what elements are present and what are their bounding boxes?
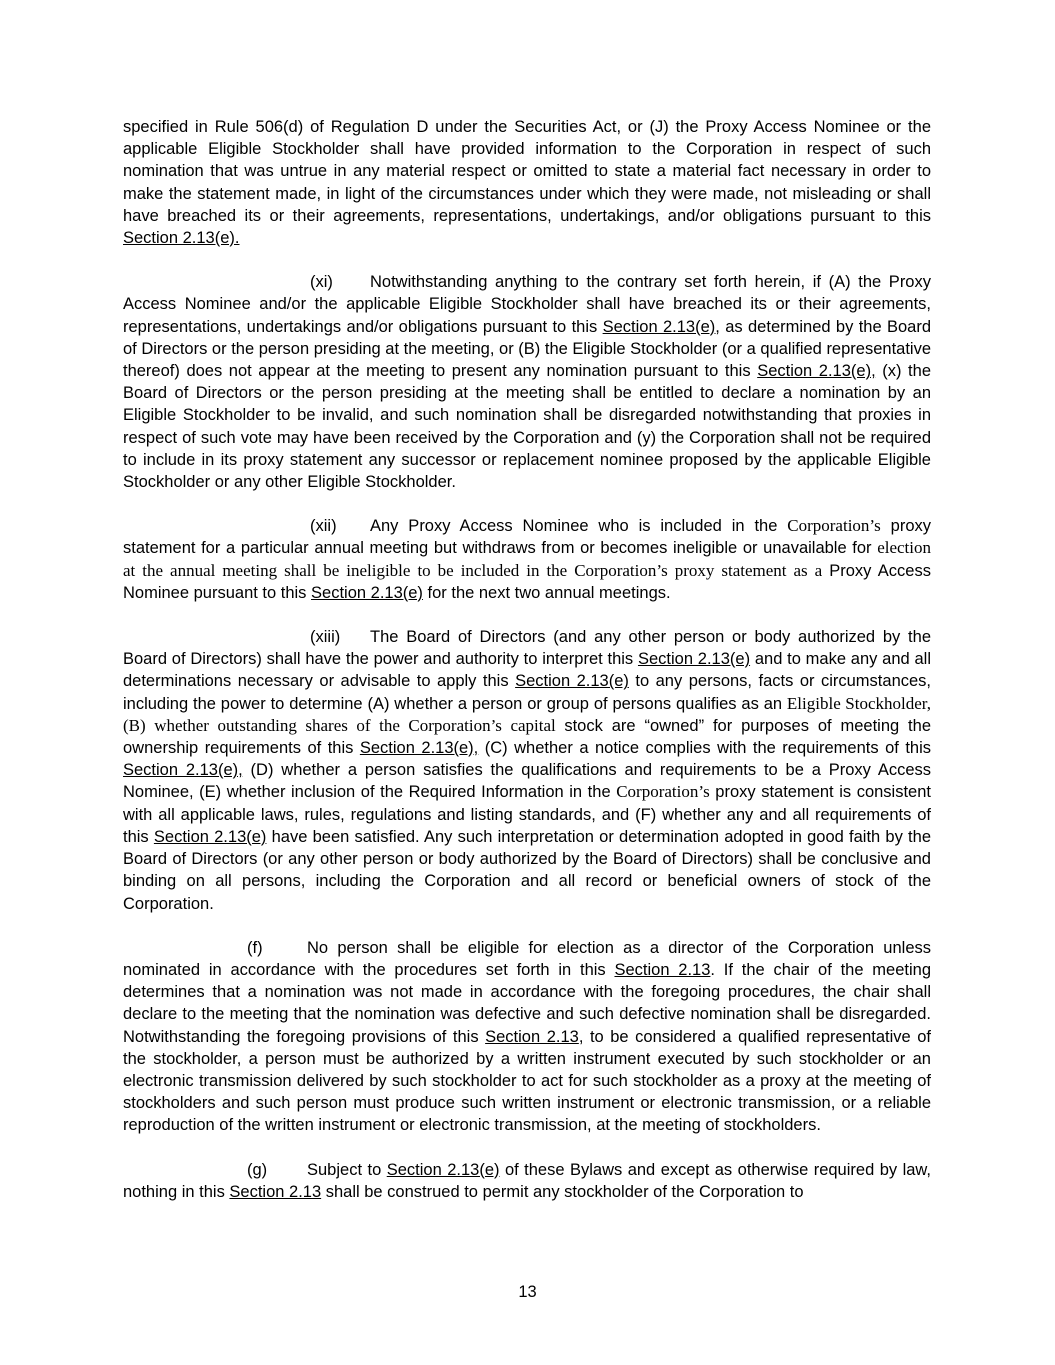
paragraph-label: (xiii)	[310, 628, 341, 647]
text-run: as determined by the Board of Directors or the person presiding at the meeting, or (B) the Eligible Stockholder (or a qualified representative thereof) does not appear at the meeting to present any nomination pursuant to this	[123, 317, 932, 381]
text-run: Corporation’s	[616, 782, 710, 802]
text-run: election at the annual meeting shall be ineligible to be included in the Corporation’s proxy statement as a	[123, 538, 931, 580]
text-run: shall be construed to permit any stockholder of the Corporation to	[321, 1182, 804, 1201]
section-reference: Section 2.13(e),	[123, 761, 243, 780]
text-run: have been satisfied. Any such interpretation or determination adopted in good faith by the Board of Directors (or any other person or body authorized by the Board of Directors) shall be conclusive and binding on all persons, including the Corporation and all record or beneficial owners of stock of the Corporation.	[123, 827, 931, 913]
text-run: stock are “owned” for purposes of meeting the ownership requirements of this	[123, 716, 931, 758]
section-reference: Section 2.13	[485, 1027, 579, 1046]
section-reference: Section 2.13(e)	[515, 672, 629, 691]
paragraph-xi	[123, 271, 931, 493]
text-run: proxy statement for a particular annual meeting but withdraws from or becomes ineligible or unavailable for	[123, 517, 931, 558]
text-run: for the next two annual meetings.	[422, 583, 671, 602]
paragraph-label: (xii)	[310, 517, 337, 536]
text-run: Notwithstanding anything to the contrary set forth herein, if (A) the Proxy Access Nominee and/or the applicable Eligible Stockholder shall have breached its or their agreements, representations, undertakings and/or obligations pursuant to this	[123, 273, 931, 336]
section-reference: Section 2.13	[229, 1182, 322, 1201]
text-run: Proxy Access Nominee pursuant to this	[123, 561, 931, 602]
text-run: No person shall be eligible for election as a director of the Corporation unless nominated in accordance with the procedures set forth in this	[123, 938, 931, 979]
paragraph-label: (f)	[247, 938, 263, 957]
text-run: Any Proxy Access Nominee who is included in the	[370, 517, 788, 536]
paragraph-xii	[123, 515, 931, 604]
section-reference: Section 2.13(e),	[602, 317, 720, 336]
paragraph-xiii	[123, 626, 931, 915]
text-run: (x) the Board of Directors or the person presiding at the meeting shall be entitled to declare a nomination by an Eligible Stockholder to be invalid, and such nomination shall be disregarded notwithstanding that proxies in respect of such vote may have been received by the Corporation and (y) the Corporation shall not be required to include in its proxy statement any successor or replacement nominee proposed by the applicable Eligible Stockholder or any other Eligible Stockholder.	[123, 362, 931, 492]
text-run: (C) whether a notice complies with the requirements of this	[478, 739, 932, 758]
text-run: , to be considered a qualified representative of the stockholder, a person must be authorized by a written instrument executed by such stockholder or an electronic transmission delivered by such stockholder to act for such stockholder as a proxy at the meeting of stockholders and such person must produce such written instrument or electronic transmission, or a reliable reproduction of the written instrument or electronic transmission, at the meeting of stockholders.	[123, 1027, 932, 1135]
section-reference: Section 2.13(e),	[359, 739, 479, 758]
section-reference: Section 2.13(e)	[311, 583, 423, 602]
paragraph-f	[123, 937, 931, 1137]
section-reference: Section 2.13(e)	[153, 827, 267, 846]
text-run: to any persons, facts or circumstances, including the power to determine (A) whether a person or group of persons qualifies as an	[123, 672, 932, 713]
text-run: proxy statement is consistent with all applicable laws, rules, regulations and listing standards, and (F) whether any and all requirements of this	[123, 783, 931, 846]
paragraph-label: (g)	[247, 1160, 268, 1179]
paragraph-continuation	[123, 116, 931, 249]
text-run: . If the chair of the meeting determines that a nomination was not made in accordance with the foregoing procedures, the chair shall declare to the meeting that the nomination was defective and such defective nomination shall be disregarded. Notwithstanding the foregoing provisions of this	[123, 960, 932, 1046]
paragraphs-container	[123, 116, 931, 1203]
paragraph-g	[123, 1159, 931, 1203]
text-run: Corporation’s	[787, 516, 881, 536]
section-reference: Section 2.13(e),	[757, 362, 876, 381]
section-reference: Section 2.13(e).	[123, 229, 240, 248]
section-reference: Section 2.13	[614, 960, 711, 979]
section-reference: Section 2.13(e)	[637, 650, 751, 669]
page-number: 13	[518, 1282, 537, 1301]
text-run: specified in Rule 506(d) of Regulation D under the Securities Act, or (J) the Proxy Access Nominee or the applicable Eligible Stockholder shall have provided information to the Corporation in respect of such nomination that was untrue in any material respect or omitted to state a material fact necessary in order to make the statement made, in light of the circumstances under which they were made, not misleading or shall have breached its or their agreements, representations, undertakings, and/or obligations pursuant to this	[123, 118, 931, 225]
text-run: of these Bylaws and except as otherwise required by law, nothing in this	[123, 1160, 932, 1201]
section-reference: Section 2.13(e)	[386, 1160, 500, 1179]
paragraph-label: (xi)	[310, 273, 333, 292]
text-run: The Board of Directors (and any other person or body authorized by the Board of Directors) shall have the power and authority to interpret this	[123, 628, 931, 669]
text-run: (D) whether a person satisfies the qualifications and requirements to be a Proxy Access Nominee, (E) whether inclusion of the Required Information in the	[123, 761, 932, 802]
text-run: Eligible Stockholder, (B) whether outstanding shares of the Corporation’s capital	[123, 693, 931, 735]
text-run: Subject to	[307, 1160, 387, 1179]
text-run: and to make any and all determinations necessary or advisable to apply this	[123, 650, 931, 691]
